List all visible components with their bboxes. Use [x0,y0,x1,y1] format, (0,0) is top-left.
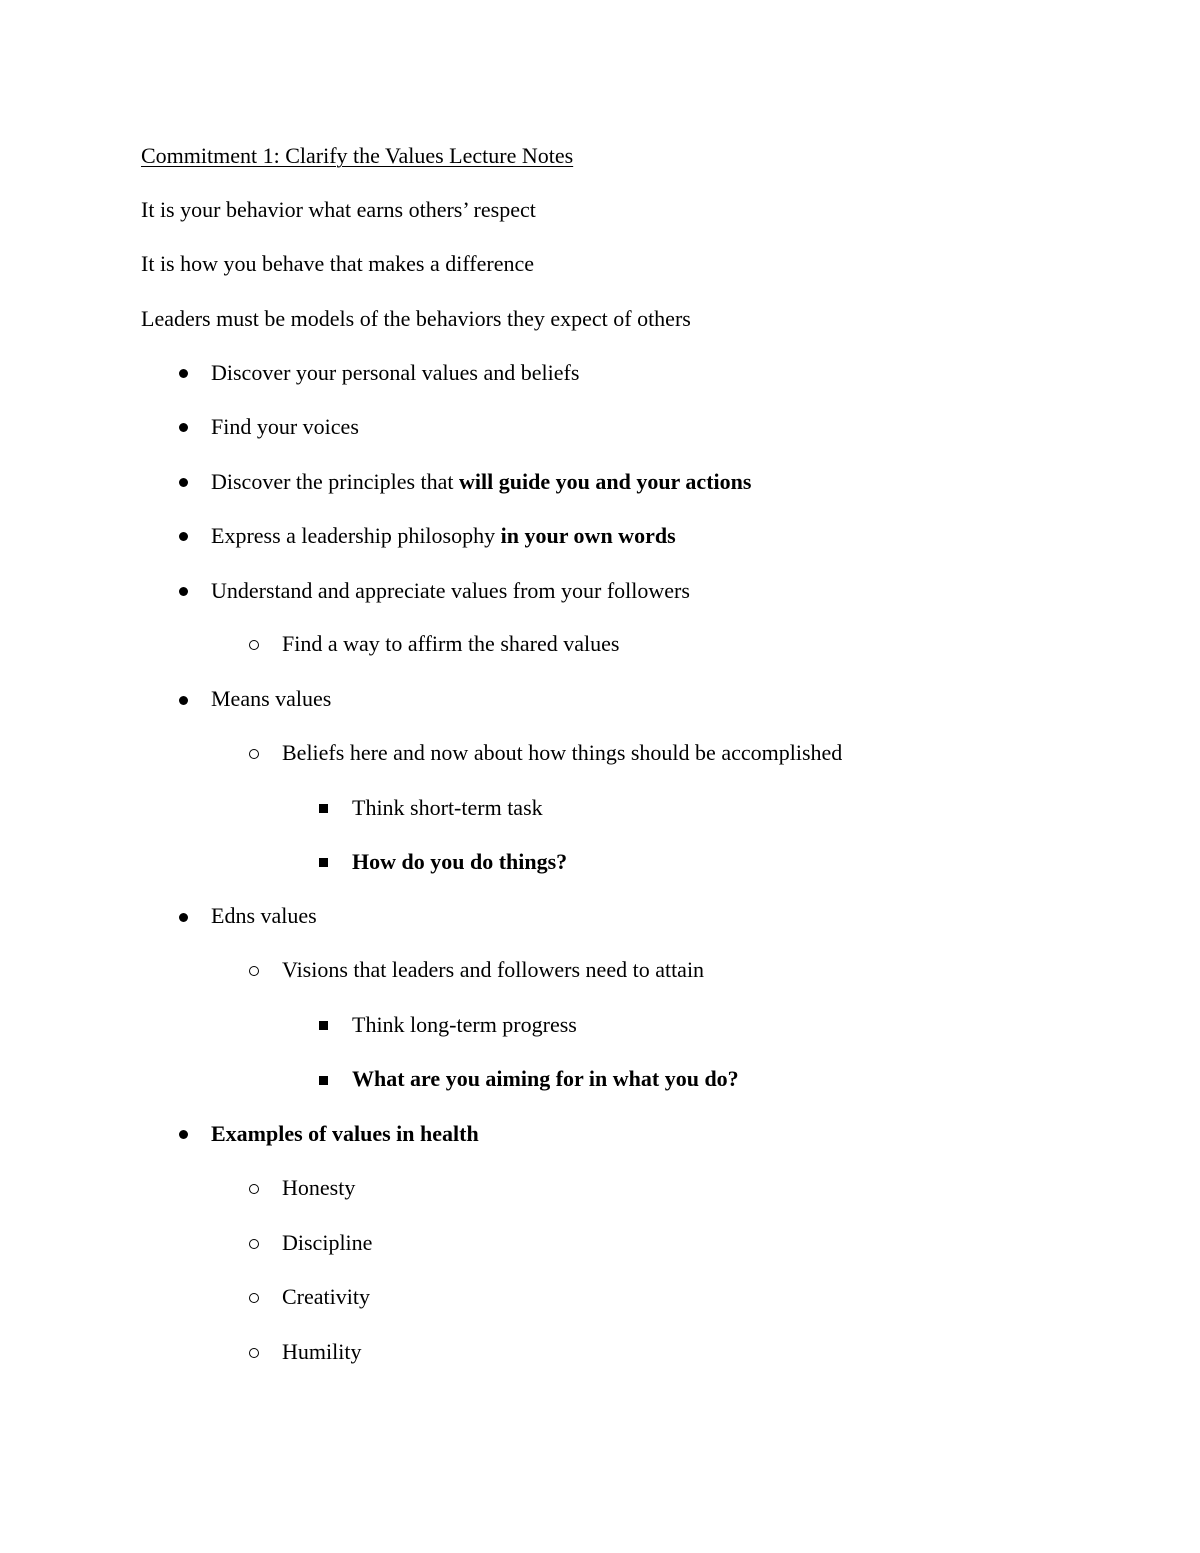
list-item: Edns values [211,903,317,928]
list-item: Think short-term task [352,795,543,820]
square-bullet-icon [319,858,328,867]
disc-bullet-icon [179,423,188,432]
list-item: How do you do things? [352,849,568,874]
disc-bullet-icon [179,696,188,705]
disc-bullet-icon [179,1130,188,1139]
list-item: Examples of values in health [211,1121,479,1146]
list-item: Discover the principles that will guide you and your actions [211,469,752,494]
circle-bullet-icon [249,1184,259,1194]
circle-bullet-icon [249,1293,259,1303]
square-bullet-icon [319,1076,328,1085]
disc-bullet-icon [179,532,188,541]
disc-bullet-icon [179,913,188,922]
disc-bullet-icon [179,587,188,596]
circle-bullet-icon [249,1239,259,1249]
list-item: Honesty [282,1175,356,1200]
list-item: Discover your personal values and beliefs [211,360,580,385]
circle-bullet-icon [249,640,259,650]
paragraph: Leaders must be models of the behaviors they expect of others [141,306,691,331]
disc-bullet-icon [179,369,188,378]
circle-bullet-icon [249,749,259,759]
document-title: Commitment 1: Clarify the Values Lecture Notes [141,143,574,168]
paragraph: It is how you behave that makes a difference [141,251,535,276]
paragraph: It is your behavior what earns others’ respect [141,197,536,222]
list-item: Beliefs here and now about how things should be accomplished [282,740,843,765]
list-item: Think long-term progress [352,1012,577,1037]
disc-bullet-icon [179,478,188,487]
list-item: Understand and appreciate values from your followers [211,578,690,603]
list-item: Creativity [282,1284,370,1309]
square-bullet-icon [319,804,328,813]
circle-bullet-icon [249,1348,259,1358]
list-item: Find a way to affirm the shared values [282,631,620,656]
list-item: Find your voices [211,414,359,439]
list-item: What are you aiming for in what you do? [352,1066,739,1091]
square-bullet-icon [319,1021,328,1030]
circle-bullet-icon [249,966,259,976]
list-item: Humility [282,1339,362,1364]
list-item: Means values [211,686,332,711]
list-item: Visions that leaders and followers need to attain [282,957,705,982]
list-item: Express a leadership philosophy in your own words [211,523,676,548]
list-item: Discipline [282,1230,373,1255]
